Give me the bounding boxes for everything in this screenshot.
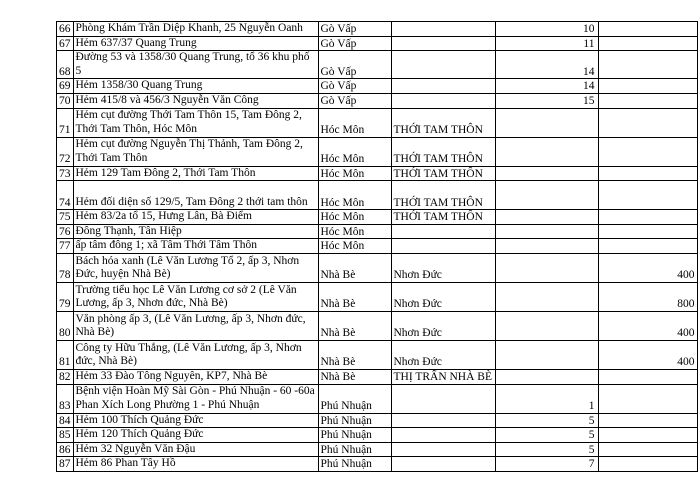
district-cell: Phú Nhuận bbox=[318, 384, 391, 413]
location-name-line: Thới Tam Thôn, Hóc Môn bbox=[75, 122, 197, 135]
ward-cell: THỚI TAM THÔN bbox=[391, 108, 495, 137]
location-name-cell bbox=[73, 282, 318, 311]
ward-cell bbox=[391, 428, 495, 443]
district-cell: Phú Nhuận bbox=[318, 413, 391, 428]
district-cell: Hóc Môn bbox=[318, 108, 391, 137]
table-row bbox=[57, 457, 698, 472]
location-name-line: Phan Xích Long Phường 1 - Phú Nhuận bbox=[75, 398, 260, 411]
location-name-cell bbox=[73, 36, 318, 51]
ward-cell bbox=[391, 22, 495, 37]
row-number-cell: 75 bbox=[57, 210, 74, 225]
table-row bbox=[57, 369, 698, 384]
district-cell: Gò Vấp bbox=[318, 51, 391, 79]
row-number-cell: 74 bbox=[57, 181, 74, 210]
row-number-cell: 68 bbox=[57, 51, 74, 79]
district-cell: Nhà Bè bbox=[318, 340, 391, 369]
location-name-cell bbox=[73, 239, 318, 254]
table-row bbox=[57, 166, 698, 181]
location-table bbox=[56, 21, 698, 472]
ward-cell: Nhơn Đức bbox=[391, 340, 495, 369]
row-number-cell: 81 bbox=[57, 340, 74, 369]
location-name-line: Hẻm cụt đường Thới Tam Thôn 15, Tam Đông 2, bbox=[75, 109, 302, 122]
table-row bbox=[57, 224, 698, 239]
ward-cell bbox=[391, 413, 495, 428]
count-cell bbox=[495, 224, 598, 239]
row-number-cell: 86 bbox=[57, 442, 74, 457]
row-number-cell: 77 bbox=[57, 239, 74, 254]
ward-cell: THỚI TAM THÔN bbox=[391, 166, 495, 181]
table-body bbox=[57, 22, 698, 472]
amount-cell bbox=[598, 36, 697, 51]
table-row bbox=[57, 210, 698, 225]
location-name-cell bbox=[73, 79, 318, 94]
location-name-cell bbox=[73, 340, 318, 369]
row-number-cell: 69 bbox=[57, 79, 74, 94]
location-name-line: Hẻm 1358/30 Quang Trung bbox=[75, 79, 203, 92]
row-number-cell: 72 bbox=[57, 137, 74, 166]
table-row bbox=[57, 22, 698, 37]
table-row bbox=[57, 79, 698, 94]
amount-cell bbox=[598, 428, 697, 443]
district-cell: Hóc Môn bbox=[318, 210, 391, 225]
district-cell: Phú Nhuận bbox=[318, 457, 391, 472]
amount-cell bbox=[598, 384, 697, 413]
count-cell bbox=[495, 108, 598, 137]
amount-cell bbox=[598, 239, 697, 254]
ward-cell bbox=[391, 93, 495, 108]
district-cell: Nhà Bè bbox=[318, 311, 391, 340]
district-cell: Phú Nhuận bbox=[318, 442, 391, 457]
location-name-line: Đông Thạnh, Tân Hiệp bbox=[75, 224, 182, 237]
count-cell: 11 bbox=[495, 36, 598, 51]
row-number-cell: 67 bbox=[57, 36, 74, 51]
amount-cell bbox=[598, 369, 697, 384]
location-name-line: Bệnh viện Hoàn Mỹ Sài Gòn - Phú Nhuận - 60 -60a bbox=[75, 385, 315, 398]
table-row bbox=[57, 413, 698, 428]
district-cell: Gò Vấp bbox=[318, 36, 391, 51]
location-name-cell bbox=[73, 384, 318, 413]
amount-cell bbox=[598, 224, 697, 239]
count-cell: 14 bbox=[495, 79, 598, 94]
amount-cell bbox=[598, 210, 697, 225]
ward-cell: Nhơn Đức bbox=[391, 311, 495, 340]
location-name-cell bbox=[73, 93, 318, 108]
row-number-cell: 70 bbox=[57, 93, 74, 108]
table-row bbox=[57, 137, 698, 166]
count-cell bbox=[495, 166, 598, 181]
location-name-cell bbox=[73, 428, 318, 443]
ward-cell bbox=[391, 79, 495, 94]
amount-cell bbox=[598, 413, 697, 428]
row-number-cell: 87 bbox=[57, 457, 74, 472]
location-name-cell bbox=[73, 181, 318, 210]
amount-cell bbox=[598, 457, 697, 472]
location-name-line: Hẻm 120 Thích Quảng Đức bbox=[75, 428, 204, 441]
location-name-line: Hẻm 415/8 và 456/3 Nguyễn Văn Công bbox=[75, 93, 259, 106]
count-cell bbox=[495, 253, 598, 282]
ward-cell bbox=[391, 239, 495, 254]
location-name-cell bbox=[73, 166, 318, 181]
amount-cell: 400 bbox=[598, 311, 697, 340]
count-cell bbox=[495, 137, 598, 166]
table-row bbox=[57, 181, 698, 210]
table-row bbox=[57, 442, 698, 457]
row-number-cell: 84 bbox=[57, 413, 74, 428]
location-name-cell bbox=[73, 369, 318, 384]
district-cell: Phú Nhuận bbox=[318, 428, 391, 443]
amount-cell bbox=[598, 137, 697, 166]
location-name-cell bbox=[73, 413, 318, 428]
location-name-line: Hẻm 83/2a tổ 15, Hưng Lân, Bà Điểm bbox=[75, 210, 252, 223]
amount-cell bbox=[598, 93, 697, 108]
location-name-line: Hẻm 86 Phan Tây Hồ bbox=[75, 457, 176, 470]
district-cell: Hóc Môn bbox=[318, 166, 391, 181]
location-name-line: Hẻm 32 Nguyễn Văn Đậu bbox=[75, 442, 196, 455]
ward-cell: THỊ TRẤN NHÀ BÈ bbox=[391, 369, 495, 384]
ward-cell bbox=[391, 224, 495, 239]
location-name-line: Hẻm đối diện số 129/5, Tam Đông 2 thới tam thôn bbox=[75, 195, 308, 208]
district-cell: Gò Vấp bbox=[318, 93, 391, 108]
location-name-line: Văn phòng ấp 3, (Lê Văn Lương, ấp 3, Nhơn đức, bbox=[75, 312, 306, 325]
amount-cell: 800 bbox=[598, 282, 697, 311]
location-name-cell bbox=[73, 137, 318, 166]
table-row bbox=[57, 340, 698, 369]
amount-cell: 400 bbox=[598, 340, 697, 369]
district-cell: Nhà Bè bbox=[318, 253, 391, 282]
district-cell: Nhà Bè bbox=[318, 282, 391, 311]
amount-cell bbox=[598, 51, 697, 79]
amount-cell: 400 bbox=[598, 253, 697, 282]
row-number-cell: 73 bbox=[57, 166, 74, 181]
location-name-line: Đường 53 và 1358/30 Quang Trung, tổ 36 khu phố 5 bbox=[75, 51, 310, 77]
ward-cell bbox=[391, 36, 495, 51]
count-cell: 10 bbox=[495, 22, 598, 37]
row-number-cell: 80 bbox=[57, 311, 74, 340]
district-cell: Hóc Môn bbox=[318, 239, 391, 254]
district-cell: Gò Vấp bbox=[318, 79, 391, 94]
location-name-cell bbox=[73, 51, 318, 79]
row-number-cell: 82 bbox=[57, 369, 74, 384]
count-cell: 5 bbox=[495, 442, 598, 457]
amount-cell bbox=[598, 181, 697, 210]
count-cell bbox=[495, 369, 598, 384]
table-row bbox=[57, 239, 698, 254]
ward-cell: THỚI TAM THÔN bbox=[391, 137, 495, 166]
amount-cell bbox=[598, 108, 697, 137]
location-name-line: Phòng Khám Trần Diệp Khanh, 25 Nguyễn Oanh bbox=[75, 22, 303, 34]
location-name-line: Công ty Hữu Thắng, (Lê Văn Lương, ấp 3, Nhơn bbox=[75, 341, 302, 354]
district-cell: Nhà Bè bbox=[318, 369, 391, 384]
location-name-cell bbox=[73, 253, 318, 282]
table-row bbox=[57, 282, 698, 311]
count-cell bbox=[495, 282, 598, 311]
count-cell: 14 bbox=[495, 51, 598, 79]
location-name-line: Hẻm 33 Đào Tông Nguyên, KP7, Nhà Bè bbox=[75, 369, 268, 382]
location-name-line: ấp tâm đông 1; xã Tâm Thới Tâm Thôn bbox=[75, 239, 258, 252]
ward-cell: THỚI TAM THÔN bbox=[391, 181, 495, 210]
location-name-line: Trường tiểu học Lê Văn Lương cơ sở 2 (Lê Văn bbox=[75, 283, 297, 296]
count-cell: 15 bbox=[495, 93, 598, 108]
ward-cell: Nhơn Đức bbox=[391, 282, 495, 311]
amount-cell bbox=[598, 22, 697, 37]
district-cell: Hóc Môn bbox=[318, 137, 391, 166]
count-cell: 5 bbox=[495, 428, 598, 443]
row-number-cell: 71 bbox=[57, 108, 74, 137]
table-row bbox=[57, 428, 698, 443]
row-number-cell: 76 bbox=[57, 224, 74, 239]
district-cell: Hóc Môn bbox=[318, 224, 391, 239]
location-name-cell bbox=[73, 210, 318, 225]
location-name-cell bbox=[73, 224, 318, 239]
table-row bbox=[57, 311, 698, 340]
count-cell bbox=[495, 181, 598, 210]
table-row bbox=[57, 384, 698, 413]
location-name-cell bbox=[73, 108, 318, 137]
row-number-cell: 66 bbox=[57, 22, 74, 37]
ward-cell bbox=[391, 384, 495, 413]
location-name-line: Đức, huyện Nhà Bè) bbox=[75, 268, 171, 281]
location-name-line: Lương, ấp 3, Nhơn đức, Nhà Bè) bbox=[75, 297, 228, 310]
row-number-cell: 83 bbox=[57, 384, 74, 413]
amount-cell bbox=[598, 442, 697, 457]
count-cell bbox=[495, 311, 598, 340]
count-cell: 7 bbox=[495, 457, 598, 472]
location-name-cell bbox=[73, 457, 318, 472]
table-row bbox=[57, 253, 698, 282]
location-name-line: Hẻm 129 Tam Đông 2, Thới Tam Thôn bbox=[75, 166, 256, 179]
row-number-cell: 79 bbox=[57, 282, 74, 311]
location-name-line: Hẻm cụt đường Nguyễn Thị Thảnh, Tam Đông 2, bbox=[75, 138, 303, 151]
count-cell: 5 bbox=[495, 413, 598, 428]
district-cell: Gò Vấp bbox=[318, 22, 391, 37]
table-row bbox=[57, 51, 698, 79]
location-name-line: Hẻm 637/37 Quang Trung bbox=[75, 36, 197, 49]
location-name-cell bbox=[73, 22, 318, 37]
row-number-cell: 78 bbox=[57, 253, 74, 282]
district-cell: Hóc Môn bbox=[318, 181, 391, 210]
table-row bbox=[57, 108, 698, 137]
location-name-cell bbox=[73, 311, 318, 340]
row-number-cell: 85 bbox=[57, 428, 74, 443]
location-name-line: Nhà Bè) bbox=[75, 326, 115, 339]
location-name-line: đức, Nhà Bè) bbox=[75, 355, 137, 368]
ward-cell: THỚI TAM THÔN bbox=[391, 210, 495, 225]
ward-cell bbox=[391, 457, 495, 472]
count-cell: 1 bbox=[495, 384, 598, 413]
ward-cell bbox=[391, 51, 495, 79]
amount-cell bbox=[598, 166, 697, 181]
location-name-line: Hẻm 100 Thích Quảng Đức bbox=[75, 413, 204, 426]
amount-cell bbox=[598, 79, 697, 94]
location-name-line: Thới Tam Thôn bbox=[75, 151, 148, 164]
ward-cell bbox=[391, 442, 495, 457]
ward-cell: Nhơn Đức bbox=[391, 253, 495, 282]
location-name-line: Bách hóa xanh (Lê Văn Lương Tổ 2, ấp 3, Nhơn bbox=[75, 254, 300, 267]
table-row bbox=[57, 93, 698, 108]
count-cell bbox=[495, 210, 598, 225]
table-row bbox=[57, 36, 698, 51]
location-name-cell bbox=[73, 442, 318, 457]
count-cell bbox=[495, 239, 598, 254]
count-cell bbox=[495, 340, 598, 369]
